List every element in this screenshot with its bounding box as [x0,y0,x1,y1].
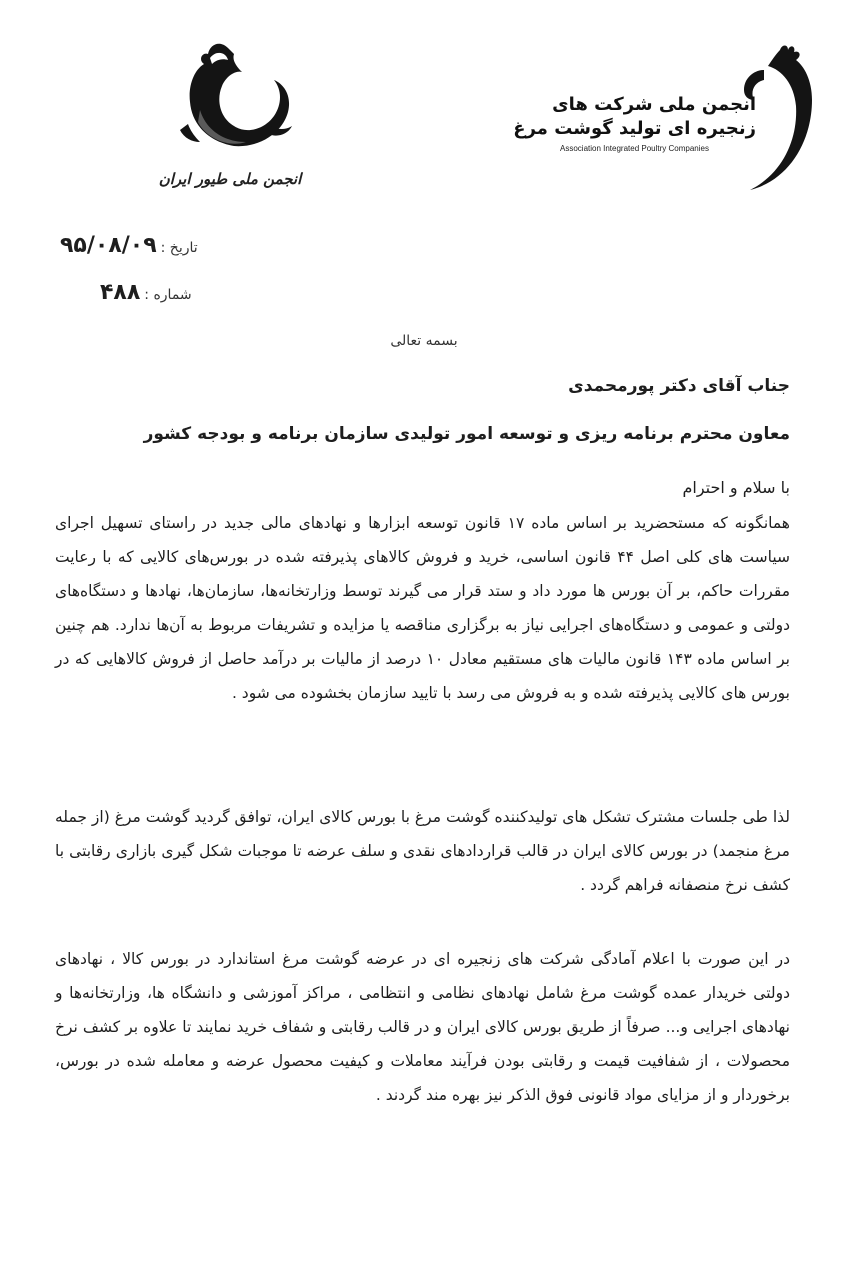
body-paragraph: لذا طی جلسات مشترک تشکل های تولیدکننده گوشت مرغ با بورس کالای ایران، توافق گردید گوشت مرغ (از جمله مرغ منجمد) در بورس کالای ایران در قالب قراردادهای نقدی و سلف عرضه تا موجبات شکل گیری بازاری رقابتی با کشف نرخ منصفانه فراهم گردد . [55,808,790,894]
rooster-icon [150,30,310,170]
left-logo-caption: انجمن ملی طیور ایران [158,170,302,188]
poultry-association-logo [150,30,310,200]
right-logo-english-name: Association Integrated Poultry Companies [560,144,709,153]
recipient-title: معاون محترم برنامه ریزی و توسعه امور تولیدی سازمان برنامه و بودجه کشور [143,424,790,444]
right-logo-title-line1: انجمن ملی شرکت های [552,94,756,115]
invocation: بسمه تعالی [390,333,458,349]
number-row [100,280,250,310]
body-paragraph: در این صورت با اعلام آمادگی شرکت های زنجیره ای در عرضه گوشت مرغ استاندارد در بورس کالا ، نهادهای دولتی خریدار عمده گوشت مرغ شامل نهادهای نظامی و انتظامی ، مراکز آموزشی و دانشگاه ها، وزارتخانه‌ها و نهادهای اجرایی و... صرفاً از طریق بورس کالای ایران و در قالب رقابتی و شفاف خرید نمایند تا علاوه بر کشف نرخ محصولات ، از شفافیت قیمت و رقابتی بودن فرآیند معاملات و کیفیت محصول عرضه و معامله شده در بورس، برخوردار و از مزایای مواد قانونی فوق الذکر نیز بهره مند گردند . [55,950,790,1104]
number-label: شماره : [144,287,192,303]
integrated-poultry-logo [513,40,820,200]
right-logo-title-line2: زنجیره ای تولید گوشت مرغ [513,118,756,139]
body-paragraph: همانگونه که مستحضرید بر اساس ماده ۱۷ قانون توسعه ابزارها و نهادهای مالی جدید در راستای تسهیل اجرای سیاست های کلی اصل ۴۴ قانون اساسی، خرید و فروش کالاهای پذیرفته شده در بورس‌های کالایی که با رعایت مقررات حاکم، بر آن بورس ها مورد داد و ستد قرار می گیرند توسط وزارتخانه‌ها، سازمان‌ها، نهادها و دستگاه‌های دولتی و عمومی و دستگاه‌های اجرایی نیاز به برگزاری مناقصه یا مزایده و تشریفات مربوط به آن‌ها ندارد. هم چنین بر اساس ماده ۱۴۳ قانون مالیات های مستقیم معادل ۱۰ درصد از مالیات بر درآمد حاصل از فروش کالاهایی که در بورس های کالایی پذیرفته شده و به فروش می رسد با تایید سازمان بخشوده می شود . [55,514,791,702]
date-row [60,233,210,263]
date-value: ۹۵/۰۸/۰۹ [60,233,157,258]
number-value: ۴۸۸ [100,280,141,305]
date-label: تاریخ : [160,240,198,256]
greeting: با سلام و احترام [682,478,790,497]
recipient-name: جناب آقای دکتر پورمحمدی [568,376,790,396]
